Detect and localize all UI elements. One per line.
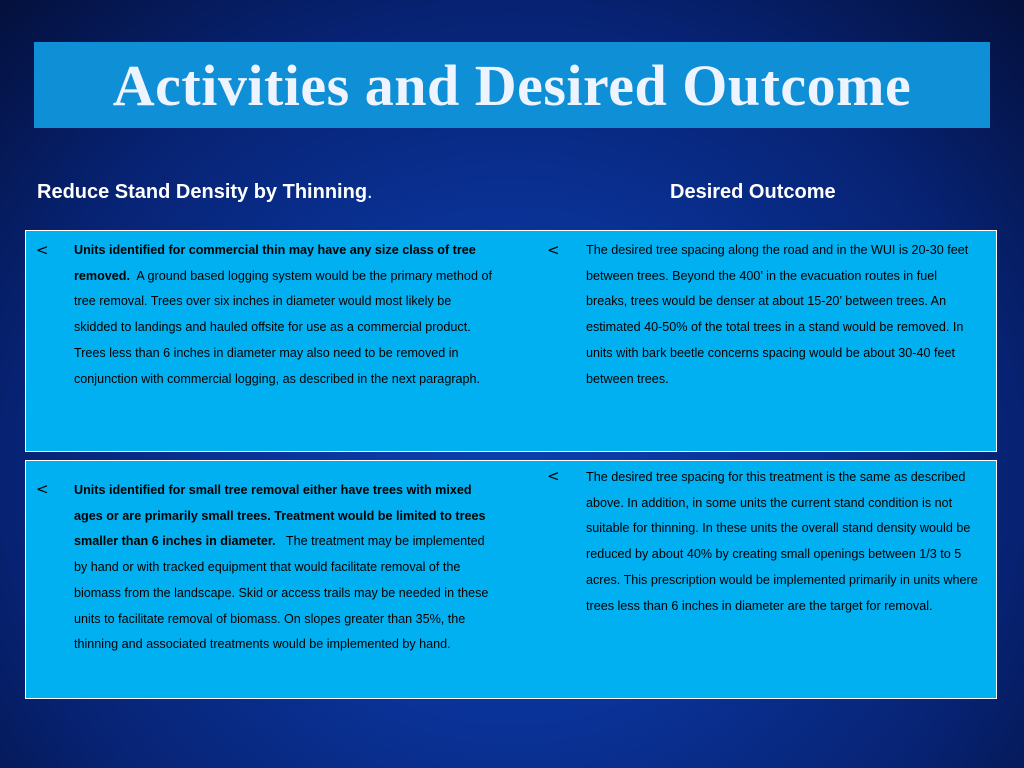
outcome-text-1: The desired tree spacing along the road and in the WUI is 20-30 feet between trees. Beyond the 400’ in the evacuation routes in fuel breaks, trees would be denser at about 15-20’ between trees. An estimated 40-50% of the total trees in a stand would be removed. In units with bark beetle concerns spacing would be about 30-40 feet between trees. [586, 243, 969, 386]
outcome-text-2: The desired tree spacing for this treatment is the same as described above. In addition, in some units the current stand condition is not suitable for thinning. In these units the overall stand density would be reduced by about 40% by creating small openings between 1/3 to 5 acres. This prescription would be implemented primarily in units where trees less than 6 inches in diameter are the target for removal. [586, 470, 978, 613]
activities-heading-period: . [367, 181, 373, 203]
activity-normal-2: The treatment may be implemented by hand or with tracked equipment that would facilitate removal of the biomass from the landscape. Skid or access trails may be needed in these units to facilitate removal of biomass. On slopes greater than 35%, the thinning and associated treatments would be implemented by hand. [74, 534, 489, 652]
activities-heading-text: Reduce Stand Density by Thinning [37, 181, 368, 203]
bullet-icon: < [547, 241, 560, 259]
activity-bold-1: Units identified for commercial thin may have any size class of tree removed. [74, 243, 476, 283]
bullet-icon: < [36, 480, 49, 498]
treatment-row-2 [25, 460, 997, 699]
slide-title: Activities and Desired Outcome [112, 52, 912, 118]
bullet-icon: < [547, 467, 560, 485]
activity-text-2 [74, 478, 496, 658]
activity-normal-1: A ground based logging system would be the primary method of tree removal. Trees over six inches in diameter would most likely be skidded to landings and hauled offsite for use as a commercial product. Trees less than 6 inches in diameter may also need to be removed in conjunction with commercial logging, as described in the next paragraph. [74, 268, 492, 386]
activity-bold-2: Units identified for small tree removal either have trees with mixed ages or are primarily small trees. Treatment would be limited to trees smaller than 6 inches in diameter. [74, 483, 486, 549]
activities-heading [37, 181, 373, 204]
bullet-icon: < [36, 241, 49, 259]
activity-text-1 [74, 238, 496, 392]
title-bar [34, 42, 990, 128]
outcome-heading: Desired Outcome [670, 181, 836, 203]
treatment-row-1 [25, 230, 997, 452]
